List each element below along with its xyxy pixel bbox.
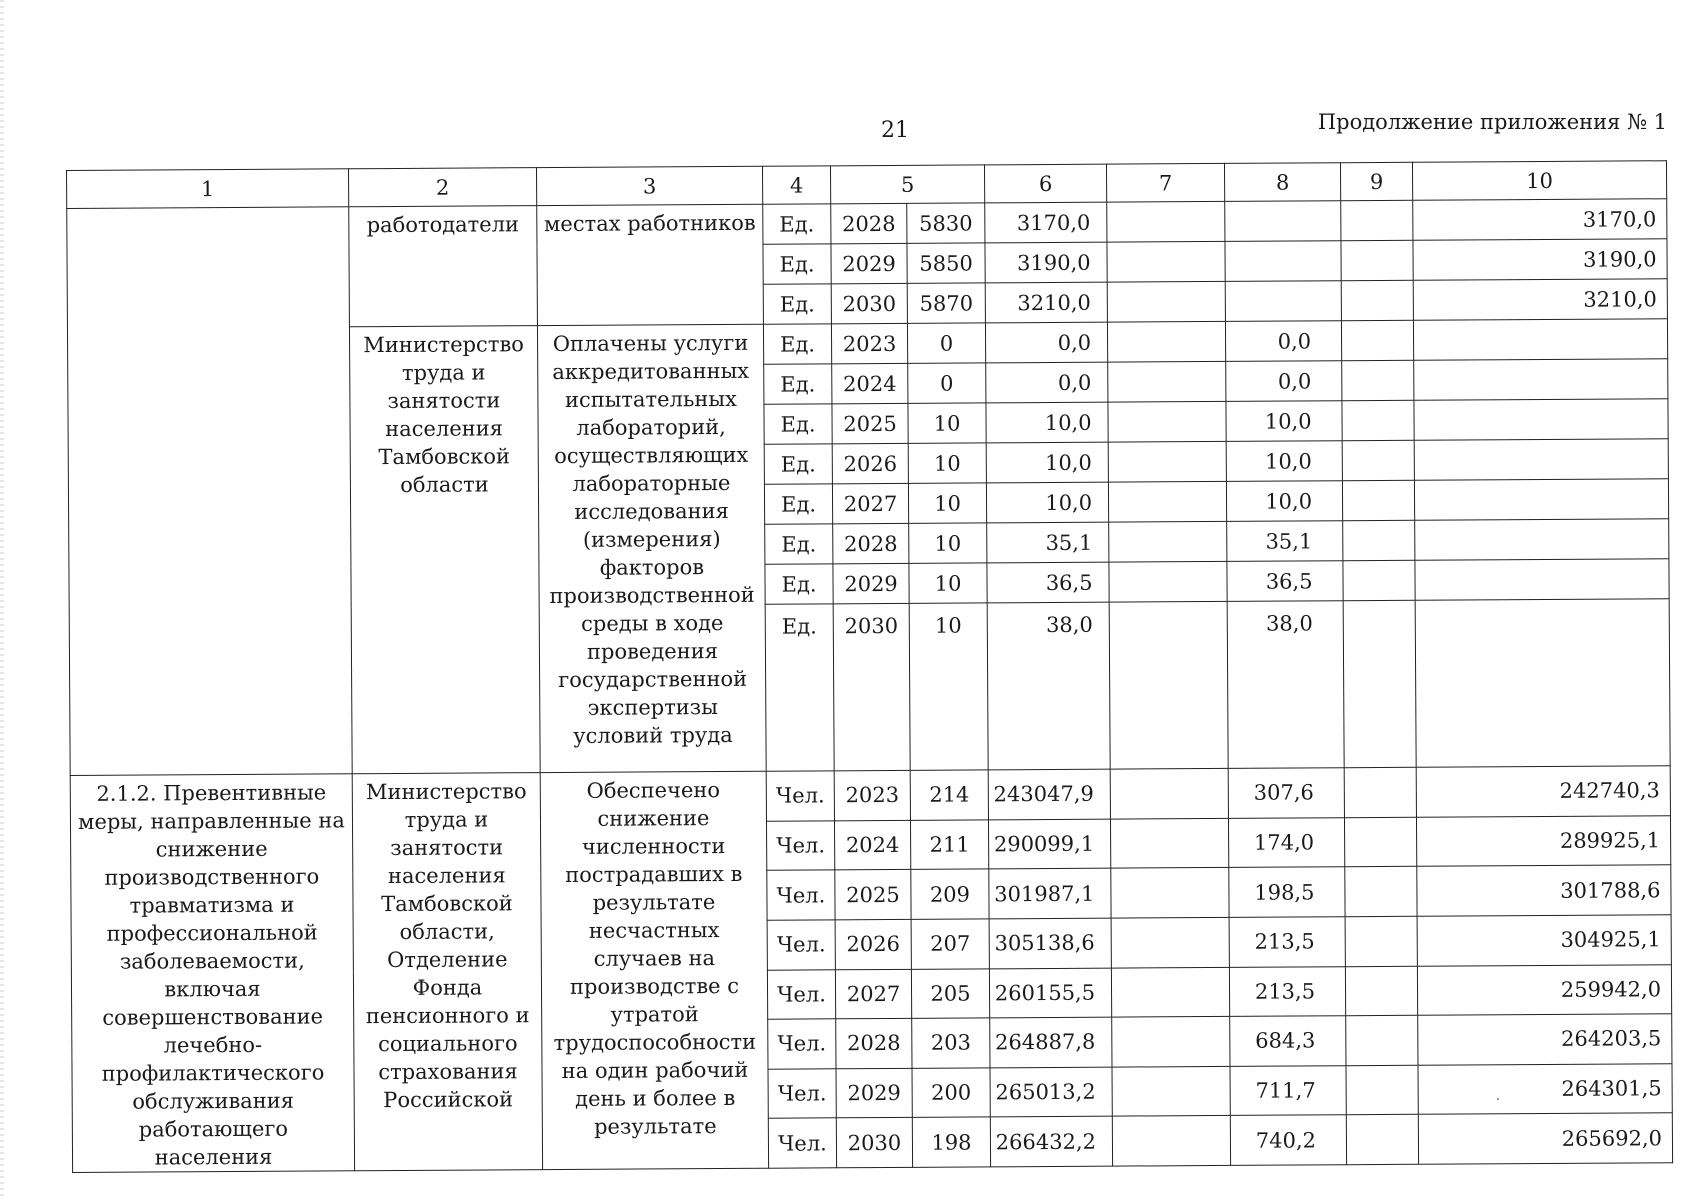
funding-col8-cell: 213,5 (1229, 917, 1345, 967)
indicator-value-cell: 200 (912, 1068, 990, 1118)
funding-col8-cell: 174,0 (1228, 817, 1344, 867)
annex-continuation-note: Продолжение приложения № 1 (1317, 110, 1667, 134)
column-header-7: 7 (1106, 163, 1224, 202)
total-funding-cell: 35,1 (987, 522, 1109, 563)
funding-col7-cell (1111, 917, 1229, 967)
funding-col9-cell (1341, 200, 1413, 240)
year-cell: 2025 (832, 403, 908, 443)
total-funding-cell: 10,0 (986, 402, 1108, 443)
unit-cell: Чел. (767, 920, 835, 970)
funding-col8-cell: 10,0 (1226, 481, 1342, 522)
funding-col10-cell (1414, 399, 1668, 441)
funding-col10-cell: 3170,0 (1413, 199, 1667, 241)
unit-cell: Ед. (765, 524, 833, 564)
unit-cell: Чел. (767, 870, 835, 920)
indicator-value-cell: 211 (910, 820, 988, 870)
funding-col10-cell (1415, 519, 1669, 561)
indicator-value-cell: 5850 (907, 243, 985, 283)
program-table (66, 160, 1673, 1173)
funding-col7-cell (1107, 241, 1225, 282)
result-description-cell: Обеспечено снижение численности пострадавших в результате несчастных случаев на производстве с утратой трудоспособности на один рабочий день и более в результате (540, 771, 768, 1169)
result-description-cell: местах работников (537, 204, 764, 325)
year-cell: 2026 (835, 919, 911, 969)
funding-col10-cell: 259942,0 (1417, 964, 1671, 1015)
funding-col9-cell (1341, 320, 1413, 360)
funding-col10-cell (1414, 479, 1668, 521)
column-header-1: 1 (67, 169, 349, 209)
funding-col8-cell: 213,5 (1229, 966, 1345, 1016)
year-cell: 2026 (832, 443, 908, 483)
funding-col10-cell: 242740,3 (1416, 766, 1670, 817)
funding-col8-cell (1225, 281, 1341, 322)
total-funding-cell: 305138,6 (989, 918, 1111, 968)
total-funding-cell: 260155,5 (989, 968, 1111, 1018)
funding-col10-cell: 289925,1 (1416, 815, 1670, 866)
unit-cell: Чел. (768, 1019, 836, 1069)
funding-col8-cell: 740,2 (1230, 1115, 1346, 1165)
indicator-value-cell: 10 (909, 603, 988, 770)
executor-cell: Министерство труда и занятости населения Тамбовской области (349, 326, 540, 774)
unit-cell: Ед. (764, 444, 832, 484)
funding-col9-cell (1343, 520, 1415, 560)
indicator-value-cell: 10 (909, 563, 987, 603)
year-cell: 2024 (834, 820, 910, 870)
unit-cell: Ед. (763, 324, 831, 364)
executor-cell: Министерство труда и занятости населения Тамбовской области, Отделение Фонда пенсионного и социального страхования Российской (352, 773, 542, 1171)
unit-cell: Ед. (764, 484, 832, 524)
funding-col10-cell: 265692,0 (1418, 1113, 1672, 1164)
funding-col7-cell (1109, 601, 1228, 769)
funding-col7-cell (1109, 561, 1227, 602)
funding-col10-cell: 3190,0 (1413, 239, 1667, 281)
funding-col9-cell (1345, 916, 1417, 966)
funding-col7-cell (1111, 868, 1229, 918)
column-header-9: 9 (1340, 162, 1412, 200)
year-cell: 2028 (833, 523, 909, 563)
funding-col10-cell (1413, 319, 1667, 361)
funding-col8-cell: 198,5 (1229, 867, 1345, 917)
funding-col9-cell (1346, 1115, 1418, 1165)
funding-col9-cell (1345, 867, 1417, 917)
total-funding-cell: 36,5 (987, 562, 1109, 603)
funding-col10-cell: 3210,0 (1413, 279, 1667, 321)
total-funding-cell: 301987,1 (989, 868, 1111, 918)
funding-col9-cell (1342, 400, 1414, 440)
unit-cell: Ед. (763, 244, 831, 284)
total-funding-cell: 243047,9 (988, 769, 1110, 819)
funding-col7-cell (1108, 361, 1226, 402)
funding-col9-cell (1343, 560, 1415, 600)
total-funding-cell: 264887,8 (990, 1017, 1112, 1067)
funding-col9-cell (1344, 767, 1416, 817)
funding-col9-cell (1344, 817, 1416, 867)
indicator-value-cell: 5870 (907, 283, 985, 323)
unit-cell: Чел. (768, 1118, 836, 1168)
funding-col8-cell: 0,0 (1225, 321, 1341, 362)
year-cell: 2030 (833, 603, 910, 770)
funding-col7-cell (1110, 768, 1228, 818)
funding-col9-cell (1342, 480, 1414, 520)
unit-cell: Чел. (766, 771, 834, 821)
funding-col9-cell (1346, 1065, 1418, 1115)
indicator-value-cell: 203 (912, 1018, 990, 1068)
funding-col10-cell (1414, 359, 1668, 401)
indicator-value-cell: 10 (908, 443, 986, 483)
year-cell: 2030 (836, 1118, 912, 1168)
unit-cell: Чел. (768, 1069, 836, 1119)
funding-col7-cell (1107, 201, 1225, 242)
total-funding-cell: 0,0 (985, 322, 1107, 363)
executor-cell: работодатели (349, 206, 538, 327)
funding-col9-cell (1341, 280, 1413, 320)
funding-col8-cell: 36,5 (1227, 561, 1343, 602)
indicator-value-cell: 10 (908, 403, 986, 443)
funding-col7-cell (1112, 1066, 1230, 1116)
funding-col8-cell: 10,0 (1226, 441, 1342, 482)
funding-col8-cell: 307,6 (1228, 768, 1344, 818)
funding-col8-cell: 35,1 (1227, 521, 1343, 562)
funding-col10-cell: 264301,5 (1418, 1063, 1672, 1114)
table-body (67, 199, 1673, 1173)
column-header-10: 10 (1412, 161, 1666, 201)
year-cell: 2027 (835, 969, 911, 1019)
indicator-value-cell: 5830 (907, 203, 985, 243)
unit-cell: Ед. (763, 284, 831, 324)
indicator-value-cell: 0 (908, 363, 986, 403)
funding-col9-cell (1341, 240, 1413, 280)
year-cell: 2029 (833, 563, 909, 603)
scan-edge-artifact (0, 0, 4, 1200)
funding-col9-cell (1342, 360, 1414, 400)
funding-col8-cell: 38,0 (1227, 601, 1344, 769)
funding-col9-cell (1342, 440, 1414, 480)
funding-col10-cell: 301788,6 (1417, 865, 1671, 916)
measure-name-cell-continued (67, 207, 352, 776)
year-cell: 2028 (836, 1018, 912, 1068)
result-description-cell: Оплачены услуги аккредитованных испытательных лабораторий, осуществляющих лабораторные исследования (измерения) факторов производственной среды в ходе проведения государственной экспертизы условий труда (537, 324, 766, 772)
total-funding-cell: 265013,2 (990, 1067, 1112, 1117)
total-funding-cell: 3210,0 (985, 282, 1107, 323)
measure-name-cell: 2.1.2. Превентивные меры, направленные на снижение производственного травматизма и профессиональной заболеваемости, включая совершенствование лечебно-профилактического обслуживания работающего населения (70, 774, 354, 1173)
column-header-4: 4 (762, 166, 830, 204)
column-header-2: 2 (348, 168, 536, 207)
total-funding-cell: 10,0 (986, 442, 1108, 483)
funding-col10-cell (1415, 559, 1669, 601)
indicator-value-cell: 205 (911, 968, 989, 1018)
funding-col8-cell (1225, 241, 1341, 282)
year-cell: 2029 (836, 1068, 912, 1118)
column-header-6: 6 (984, 164, 1106, 203)
funding-col7-cell (1111, 967, 1229, 1017)
indicator-value-cell: 209 (911, 869, 989, 919)
funding-col7-cell (1107, 321, 1225, 362)
total-funding-cell: 266432,2 (990, 1117, 1112, 1167)
funding-col8-cell: 0,0 (1226, 361, 1342, 402)
column-header-5: 5 (830, 165, 984, 204)
funding-col10-cell (1415, 599, 1670, 768)
unit-cell: Ед. (763, 204, 831, 244)
funding-col7-cell (1108, 481, 1226, 522)
funding-col7-cell (1112, 1116, 1230, 1166)
year-cell: 2028 (831, 203, 907, 243)
unit-cell: Ед. (765, 604, 834, 771)
page-number: 21 (881, 118, 909, 143)
column-header-8: 8 (1224, 163, 1340, 202)
funding-col8-cell: 10,0 (1226, 401, 1342, 442)
column-header-3: 3 (536, 166, 762, 205)
unit-cell: Ед. (764, 404, 832, 444)
funding-col7-cell (1110, 818, 1228, 868)
total-funding-cell: 10,0 (986, 482, 1108, 523)
funding-col8-cell: 684,3 (1230, 1016, 1346, 1066)
funding-col8-cell: 711,7 (1230, 1065, 1346, 1115)
funding-col7-cell (1107, 281, 1225, 322)
total-funding-cell: 290099,1 (988, 819, 1110, 869)
unit-cell: Ед. (764, 364, 832, 404)
indicator-value-cell: 214 (910, 770, 988, 820)
year-cell: 2024 (832, 363, 908, 403)
scan-speck (1497, 1098, 1499, 1100)
program-table-container (66, 160, 1672, 1173)
funding-col7-cell (1108, 401, 1226, 442)
funding-col10-cell: 304925,1 (1417, 915, 1671, 966)
funding-col10-cell: 264203,5 (1418, 1014, 1672, 1065)
year-cell: 2030 (831, 283, 907, 323)
funding-col7-cell (1108, 441, 1226, 482)
year-cell: 2029 (831, 243, 907, 283)
unit-cell: Чел. (767, 969, 835, 1019)
total-funding-cell: 3170,0 (985, 202, 1107, 243)
indicator-value-cell: 0 (907, 323, 985, 363)
unit-cell: Ед. (765, 564, 833, 604)
total-funding-cell: 38,0 (987, 602, 1110, 770)
indicator-value-cell: 10 (908, 483, 986, 523)
funding-col9-cell (1345, 966, 1417, 1016)
funding-col9-cell (1346, 1015, 1418, 1065)
indicator-value-cell: 207 (911, 919, 989, 969)
total-funding-cell: 0,0 (986, 362, 1108, 403)
funding-col10-cell (1414, 439, 1668, 481)
funding-col9-cell (1343, 600, 1416, 767)
funding-col7-cell (1109, 521, 1227, 562)
funding-col7-cell (1112, 1017, 1230, 1067)
year-cell: 2025 (835, 870, 911, 920)
indicator-value-cell: 198 (912, 1117, 990, 1167)
indicator-value-cell: 10 (909, 523, 987, 563)
funding-col8-cell (1225, 201, 1341, 242)
year-cell: 2027 (832, 483, 908, 523)
year-cell: 2023 (834, 770, 910, 820)
unit-cell: Чел. (766, 820, 834, 870)
total-funding-cell: 3190,0 (985, 242, 1107, 283)
year-cell: 2023 (831, 323, 907, 363)
